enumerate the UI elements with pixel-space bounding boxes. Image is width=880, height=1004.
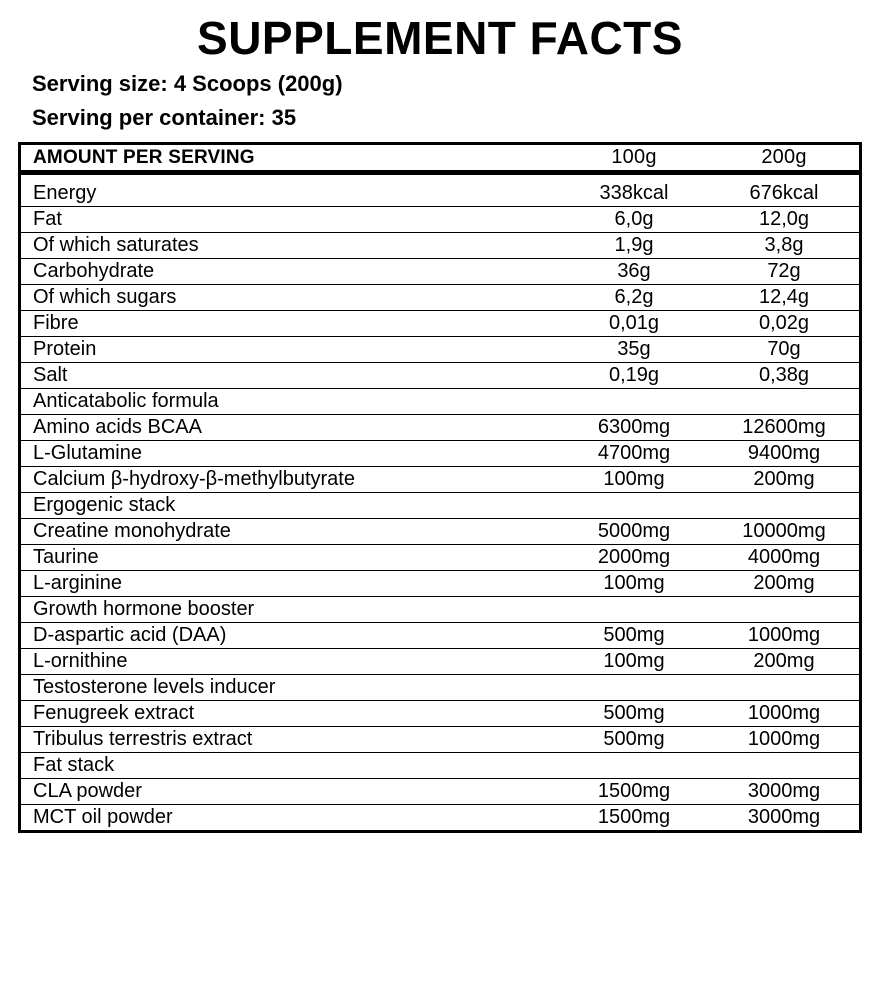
nutrition-table-wrapper	[18, 142, 862, 833]
nutrient-name: MCT oil powder	[33, 806, 173, 829]
nutrient-name: Tribulus terrestris extract	[33, 728, 253, 751]
nutrient-value-200g: 0,02g	[758, 312, 810, 335]
table-row	[21, 545, 859, 571]
table-header-row	[21, 145, 859, 173]
nutrient-value-200g: 72g	[767, 260, 801, 283]
table-section-row	[21, 753, 859, 779]
nutrient-name: L-arginine	[33, 572, 122, 595]
nutrient-value-100g: 6,2g	[614, 286, 654, 309]
nutrient-value-200g: 200mg	[753, 572, 815, 595]
nutrient-name: Of which saturates	[33, 234, 199, 257]
nutrient-value-200g	[709, 753, 859, 779]
table-row	[21, 701, 859, 727]
table-section-row	[21, 675, 859, 701]
nutrient-value-100g: 36g	[617, 260, 651, 283]
serving-per-container-label: Serving per container: 35	[32, 105, 297, 131]
spacer-cell-1	[21, 173, 559, 182]
nutrient-value-200g: 1000mg	[747, 702, 821, 725]
nutrient-name: Calcium β-hydroxy-β-methylbutyrate	[33, 468, 355, 491]
table-section-row	[21, 389, 859, 415]
table-row	[21, 233, 859, 259]
nutrient-value-200g: 1000mg	[747, 624, 821, 647]
nutrient-value-100g: 1500mg	[597, 780, 671, 803]
table-row	[21, 363, 859, 389]
nutrition-table	[21, 145, 859, 830]
nutrient-name: D-aspartic acid (DAA)	[33, 624, 227, 647]
section-label: Growth hormone booster	[21, 597, 559, 623]
serving-size-label: Serving size: 4 Scoops (200g)	[32, 71, 343, 97]
nutrient-value-200g: 70g	[767, 338, 801, 361]
nutrient-value-100g: 6,0g	[614, 208, 654, 231]
header-col-100g: 100g	[611, 146, 657, 169]
nutrient-value-200g: 676kcal	[749, 182, 819, 205]
header-amount-per-serving: AMOUNT PER SERVING	[33, 146, 255, 168]
table-row	[21, 467, 859, 493]
nutrient-name: Energy	[33, 182, 97, 205]
nutrient-value-100g: 1,9g	[614, 234, 654, 257]
table-row	[21, 207, 859, 233]
nutrient-value-200g: 4000mg	[747, 546, 821, 569]
table-row	[21, 623, 859, 649]
section-label: Ergogenic stack	[21, 493, 559, 519]
table-row	[21, 519, 859, 545]
spacer-cell-3	[709, 173, 859, 182]
table-row	[21, 779, 859, 805]
header-col-200g: 200g	[761, 146, 807, 169]
nutrient-name: Protein	[33, 338, 97, 361]
nutrient-value-200g	[709, 493, 859, 519]
nutrient-name: L-ornithine	[33, 650, 128, 673]
nutrient-value-200g: 12,4g	[758, 286, 810, 309]
nutrient-value-100g	[559, 597, 709, 623]
nutrient-name: Amino acids BCAA	[33, 416, 202, 439]
nutrient-value-200g: 9400mg	[747, 442, 821, 465]
table-section-row	[21, 493, 859, 519]
table-row	[21, 805, 859, 831]
nutrient-value-100g: 0,01g	[608, 312, 660, 335]
table-row	[21, 571, 859, 597]
nutrient-value-100g: 4700mg	[597, 442, 671, 465]
nutrient-value-200g	[709, 675, 859, 701]
nutrient-value-100g: 500mg	[603, 624, 665, 647]
nutrient-value-100g: 338kcal	[599, 182, 669, 205]
nutrient-value-100g: 100mg	[603, 572, 665, 595]
nutrient-name: Fat	[33, 208, 62, 231]
nutrient-value-200g: 3000mg	[747, 806, 821, 829]
nutrient-value-100g: 5000mg	[597, 520, 671, 543]
nutrient-value-100g	[559, 389, 709, 415]
nutrient-value-200g: 3,8g	[764, 234, 804, 257]
nutrition-table-body	[21, 145, 859, 830]
nutrient-name: Fibre	[33, 312, 79, 335]
nutrient-value-200g: 12,0g	[758, 208, 810, 231]
page-title: SUPPLEMENT FACTS	[197, 12, 683, 64]
nutrient-name: CLA powder	[33, 780, 142, 803]
nutrient-name: Salt	[33, 364, 68, 387]
nutrient-name: Fenugreek extract	[33, 702, 195, 725]
nutrient-value-200g	[709, 389, 859, 415]
nutrient-value-100g: 500mg	[603, 728, 665, 751]
nutrient-value-200g: 200mg	[753, 468, 815, 491]
nutrient-value-100g: 100mg	[603, 650, 665, 673]
nutrient-name: Taurine	[33, 546, 99, 569]
section-label: Anticatabolic formula	[21, 389, 559, 415]
nutrient-name: Of which sugars	[33, 286, 177, 309]
nutrient-value-200g	[709, 597, 859, 623]
table-row	[21, 181, 859, 207]
table-header-spacer	[21, 173, 859, 182]
table-row	[21, 441, 859, 467]
section-label: Fat stack	[21, 753, 559, 779]
nutrient-value-200g: 3000mg	[747, 780, 821, 803]
nutrient-value-200g: 10000mg	[742, 520, 826, 543]
nutrient-name: Carbohydrate	[33, 260, 155, 283]
section-label: Testosterone levels inducer	[21, 675, 559, 701]
table-row	[21, 311, 859, 337]
table-section-row	[21, 597, 859, 623]
nutrient-value-100g: 500mg	[603, 702, 665, 725]
nutrient-value-100g: 1500mg	[597, 806, 671, 829]
nutrient-value-200g: 1000mg	[747, 728, 821, 751]
nutrient-value-100g	[559, 493, 709, 519]
nutrient-value-100g: 0,19g	[608, 364, 660, 387]
nutrient-name: Creatine monohydrate	[33, 520, 231, 543]
table-row	[21, 337, 859, 363]
nutrient-value-100g: 35g	[617, 338, 651, 361]
spacer-cell-2	[559, 173, 709, 182]
nutrient-value-200g: 0,38g	[758, 364, 810, 387]
nutrient-value-200g: 12600mg	[742, 416, 826, 439]
table-row	[21, 727, 859, 753]
nutrient-value-200g: 200mg	[753, 650, 815, 673]
nutrient-name: L-Glutamine	[33, 442, 142, 465]
table-row	[21, 415, 859, 441]
table-row	[21, 285, 859, 311]
nutrient-value-100g: 100mg	[603, 468, 665, 491]
nutrient-value-100g: 2000mg	[597, 546, 671, 569]
nutrient-value-100g	[559, 675, 709, 701]
nutrient-value-100g: 6300mg	[597, 416, 671, 439]
table-row	[21, 649, 859, 675]
table-row	[21, 259, 859, 285]
nutrient-value-100g	[559, 753, 709, 779]
